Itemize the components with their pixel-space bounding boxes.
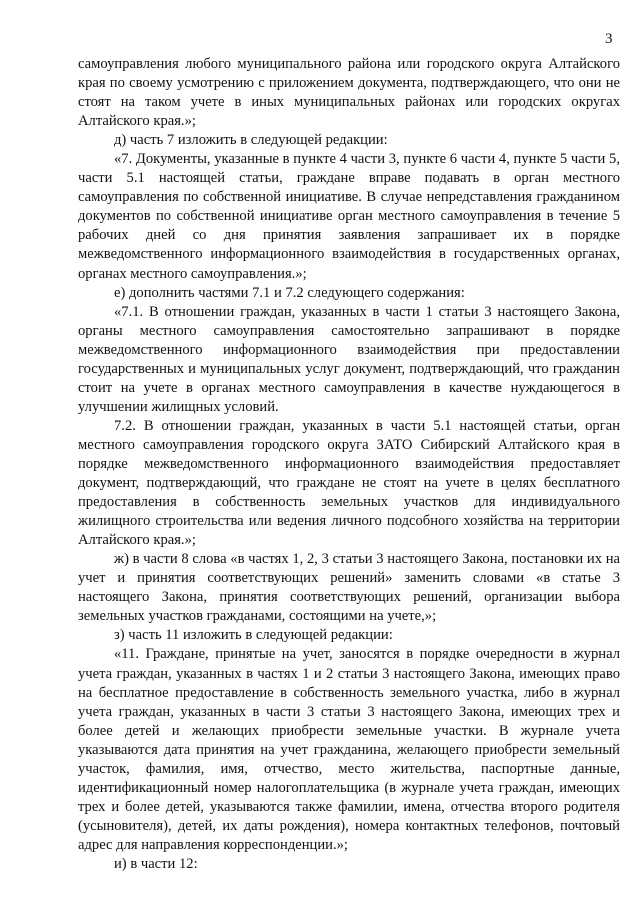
paragraph-6: 7.2. В отношении граждан, указанных в части 5.1 настоящей статьи, орган местного самоуправления городского округа ЗАТО Сибирский Алтайского края в порядке межведомственного информационного взаимодействия предоставляет документ, подтверждающий, что граждане не стоят на учете в целях бесплатного предоставления в собственность земельных участков для индивидуального жилищного строительства или ведения личного подсобного хозяйства на территории Алтайского края.»; (78, 417, 620, 549)
paragraph-1: самоуправления любого муниципального района или городского округа Алтайского края по своему усмотрению с приложением документа, подтверждающего, что они не стоят на таком учете в иных муниципальных районах или городских округах Алтайского края.»; (78, 56, 620, 130)
paragraph-2: д) часть 7 изложить в следующей редакции: (114, 132, 388, 149)
paragraph-5: «7.1. В отношении граждан, указанных в части 1 статьи 3 настоящего Закона, органы местного самоуправления самостоятельно запрашивают в порядке межведомственного информационного взаимодействия при предоставлении государственных и муниципальных услуг документ, подтверждающий, что гражданин стоит на учете в органах местного самоуправления в качестве нуждающегося в улучшении жилищных условий. (78, 303, 620, 415)
paragraph-7: ж) в части 8 слова «в частях 1, 2, 3 статьи 3 настоящего Закона, постановки их на учет и принятия соответствующих решений» заменить словами «в статье 3 настоящего Закона, принятия соответствующих решений, организации выбора земельных участков гражданами, состоящими на учете,»; (78, 551, 620, 625)
page-number: 3 (605, 31, 613, 47)
document-body (78, 55, 620, 874)
paragraph-3: «7. Документы, указанные в пункте 4 части 3, пункте 6 части 4, пункте 5 части 5, части 5.1 настоящей статьи, граждане вправе подавать в орган местного самоуправления по собственной инициативе. В случае непредставления гражданином документов по собственной инициативе орган местного самоуправления в течение 5 рабочих дней со дня принятия заявления запрашивает их в порядке межведомственного информационного взаимодействия в государственных органах, органах местного самоуправления.»; (78, 151, 620, 282)
paragraph-10: и) в части 12: (114, 855, 198, 872)
paragraph-4: е) дополнить частями 7.1 и 7.2 следующего содержания: (114, 284, 465, 301)
paragraph-9: «11. Граждане, принятые на учет, заносятся в порядке очередности в журнал учета граждан, указанных в частях 1 и 2 статьи 3 настоящего Закона, имеющих право на бесплатное предоставление в собственность земельного участка, либо в журнал учета граждан, указанных в части 3 статьи 3 настоящего Закона, имеющих трех и более детей и желающих приобрести земельные участки. В журнале учета указываются дата принятия на учет гражданина, желающего приобрести земельный участок, фамилия, имя, отчество, место жительства, паспортные данные, идентификационный номер налогоплательщика (в журнале учета граждан, имеющих трех и более детей, указываются также фамилии, имена, отчества второго родителя (усыновителя), детей, их даты рождения), номера контактных телефонов, почтовый адрес для направления корреспонденции.»; (78, 646, 620, 853)
paragraph-8: з) часть 11 изложить в следующей редакции: (114, 627, 393, 644)
